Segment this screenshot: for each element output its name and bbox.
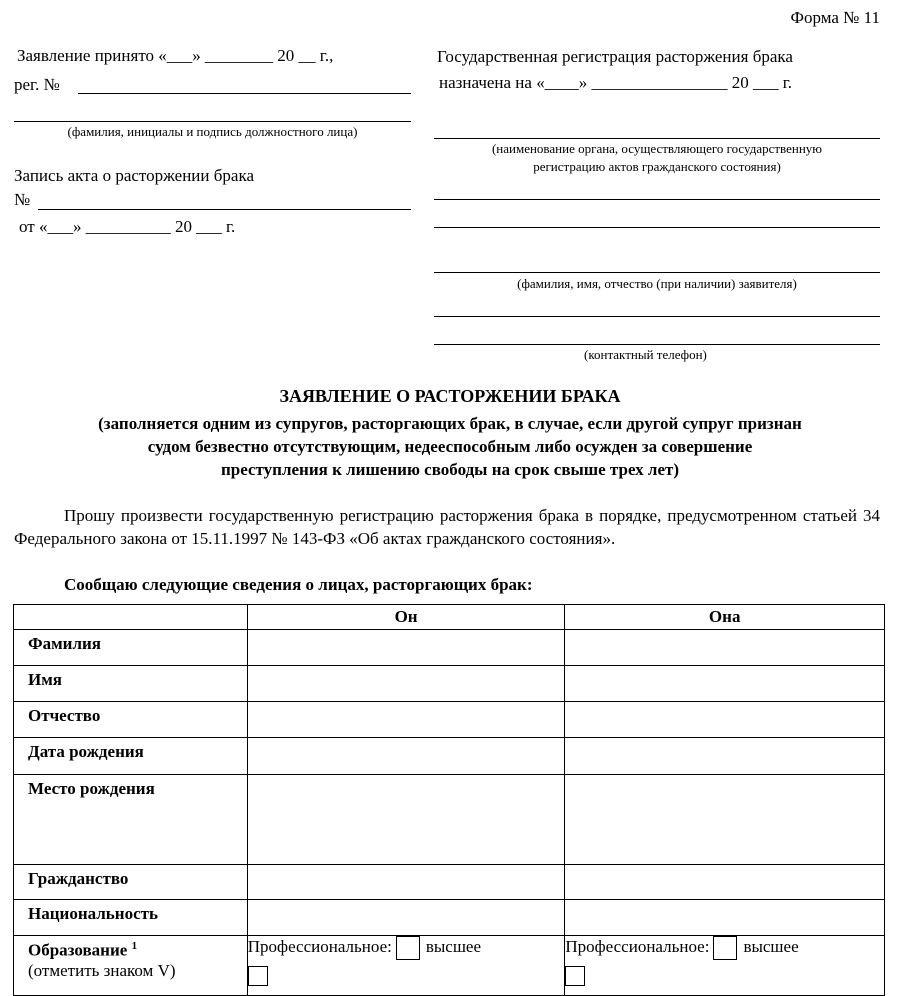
she-edu-professional-label: Профессиональное: [565,936,710,956]
applicant-caption: (фамилия, имя, отчество (при наличии) заявителя) [517,276,797,291]
she-citizenship-cell[interactable] [565,865,885,900]
she-edu-higher-label: высшее [743,936,799,956]
reg-label: рег. № [14,75,60,94]
he-edu-professional-label: Профессиональное: [247,936,392,956]
record-number-sign: № [14,190,31,209]
applicant-field-1[interactable] [434,199,880,200]
he-nationality-cell[interactable] [247,900,565,936]
form-number: Форма № 11 [790,8,880,27]
record-number-field[interactable] [38,209,411,210]
spouses-table [13,604,885,996]
applicant-field-2[interactable] [434,227,880,228]
she-education-cell [565,936,885,996]
he-patronymic-cell[interactable] [247,702,565,738]
row-label-name: Имя [14,666,248,702]
official-caption: (фамилия, инициалы и подпись должностного лица) [67,124,358,139]
document-title: ЗАЯВЛЕНИЕ О РАСТОРЖЕНИИ БРАКА [279,386,621,406]
education-note: (отметить знаком V) [28,960,176,980]
he-birth-place-cell[interactable] [247,775,565,865]
official-signature-field[interactable] [14,121,411,122]
he-name-cell[interactable] [247,666,565,702]
she-surname-cell[interactable] [565,630,885,666]
row-label-citizenship: Гражданство [14,865,248,900]
education-label: Образование [28,940,128,960]
he-education-cell [247,936,565,996]
organ-caption-1: (наименование органа, осуществляющего государственную [491,141,823,156]
row-label-birth-place: Место рождения [14,775,248,865]
organ-name-field[interactable] [434,138,880,139]
row-label-education [14,936,248,996]
he-edu-checkbox-2[interactable] [248,966,268,986]
she-name-cell[interactable] [565,666,885,702]
she-birth-date-cell[interactable] [565,738,885,775]
subtitle-line-2: судом безвестно отсутствующим, недееспособным либо осужден за совершение [147,437,753,456]
he-edu-higher-label: высшее [425,936,482,956]
subtitle-line-1: (заполняется одним из супругов, расторгающих брак, в случае, если другой супруг признан [98,414,802,433]
phone-caption: (контактный телефон) [584,347,707,362]
phone-field-1[interactable] [434,316,880,317]
he-higher-checkbox[interactable] [396,936,420,960]
column-she: Она [565,605,885,630]
record-label: Запись акта о расторжении брака [14,166,254,185]
subtitle-line-3: преступления к лишению свободы на срок свыше трех лет) [220,460,679,479]
he-citizenship-cell[interactable] [247,865,565,900]
education-footnote: 1 [131,940,138,952]
header-empty [14,605,248,630]
he-surname-cell[interactable] [247,630,565,666]
row-label-surname: Фамилия [14,630,248,666]
info-intro: Сообщаю следующие сведения о лицах, расторгающих брак: [64,575,533,594]
registration-line-2: назначена на «____» ________________ 20 ___ г. [439,73,793,92]
reg-number-field[interactable] [78,93,411,94]
record-date-line: от «___» __________ 20 ___ г. [19,217,236,236]
applicant-field-3[interactable] [434,272,880,273]
she-patronymic-cell[interactable] [565,702,885,738]
phone-field-2[interactable] [434,344,880,345]
row-label-nationality: Национальность [14,900,248,936]
request-paragraph: Прошу произвести государственную регистрацию расторжения брака в порядке, предусмотренном статьей 34 Федерального закона от 15.11.1997 № 143-ФЗ «Об актах гражданского состояния». [14,506,880,548]
accepted-line: Заявление принято «___» ________ 20 __ г., [17,46,334,65]
she-nationality-cell[interactable] [565,900,885,936]
column-he: Он [247,605,565,630]
organ-caption-2: регистрацию актов гражданского состояния) [533,159,781,174]
she-birth-place-cell[interactable] [565,775,885,865]
she-higher-checkbox[interactable] [713,936,737,960]
he-birth-date-cell[interactable] [247,738,565,775]
row-label-birth-date: Дата рождения [14,738,248,775]
row-label-patronymic: Отчество [14,702,248,738]
she-edu-checkbox-2[interactable] [565,966,585,986]
registration-line-1: Государственная регистрация расторжения брака [437,47,793,66]
